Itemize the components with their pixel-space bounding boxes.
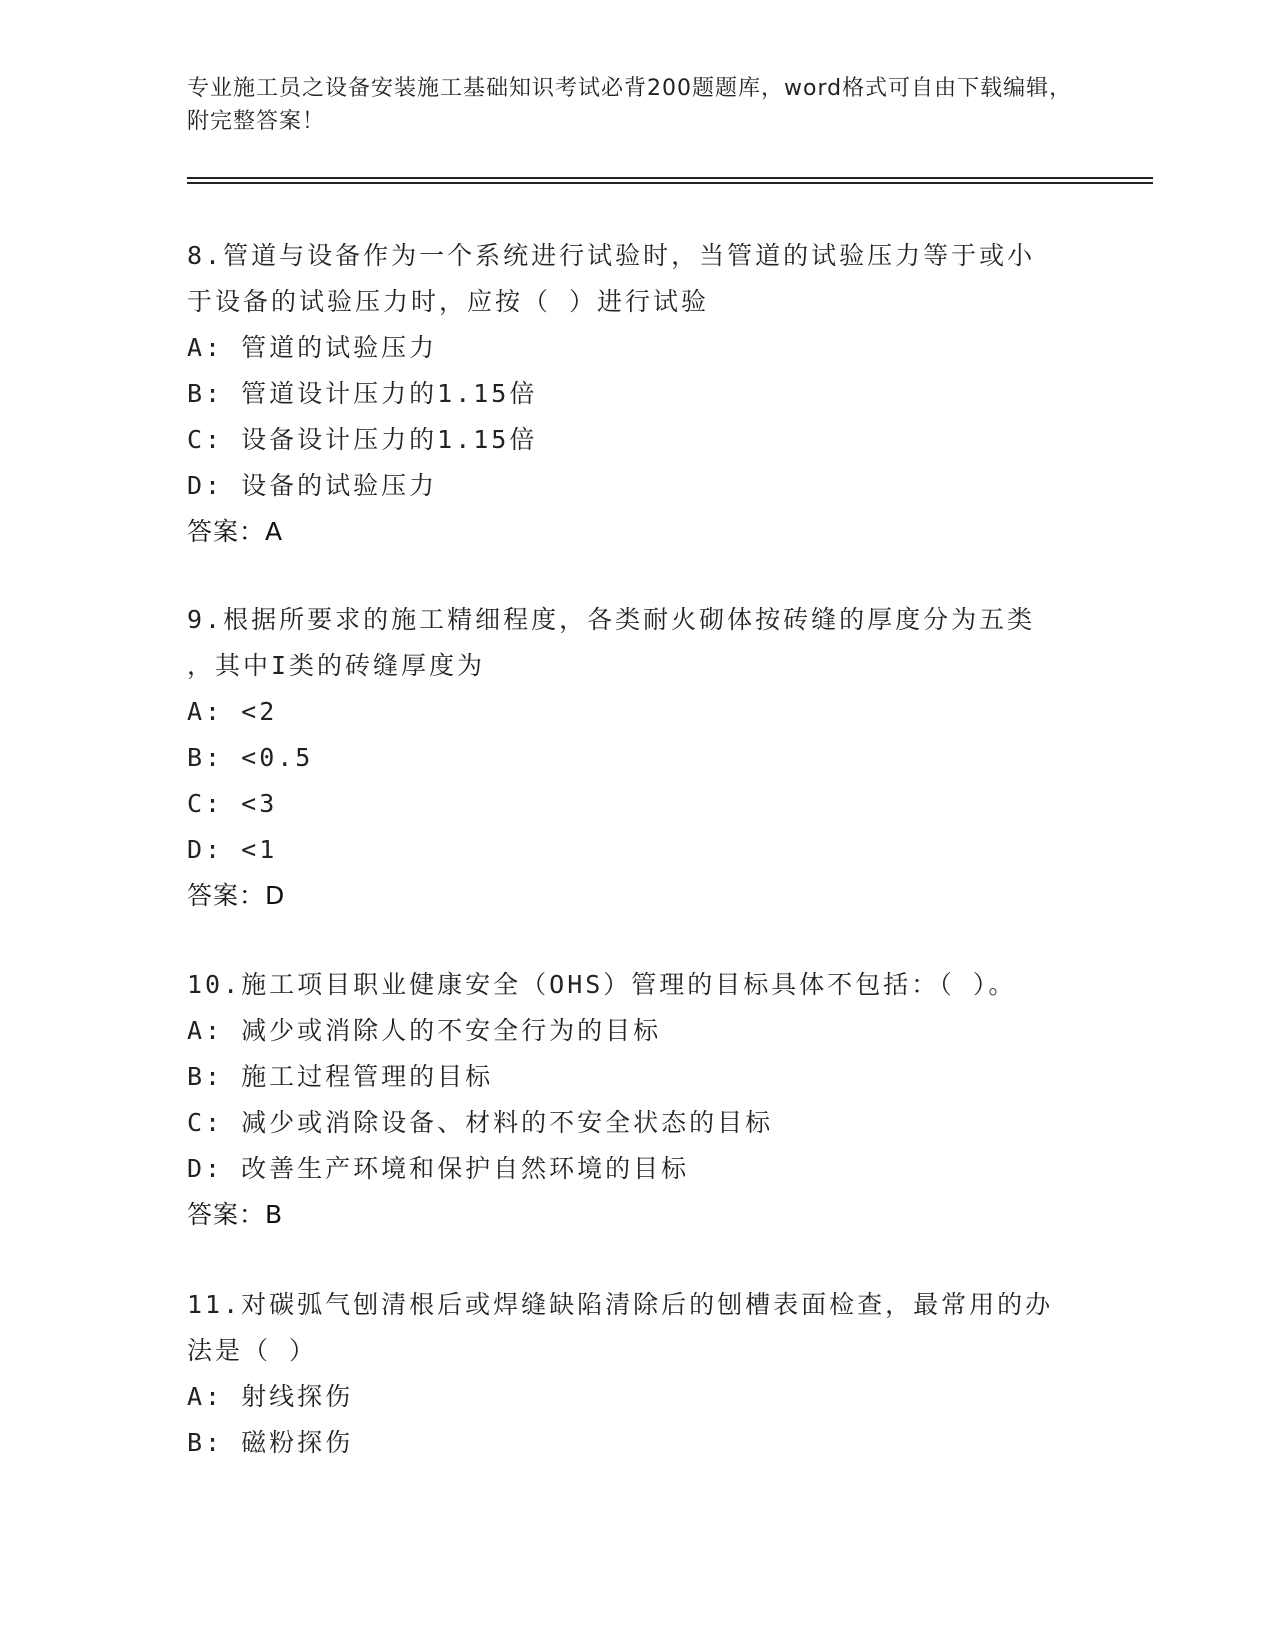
answer-line: 答案：B xyxy=(187,1200,284,1229)
option-b: B: 管道设计压力的1.15倍 xyxy=(187,379,538,408)
question-stem-line: 法是（ ） xyxy=(187,1336,318,1365)
option-b: B: <0.5 xyxy=(187,743,314,772)
question-stem-line: ，其中I类的砖缝厚度为 xyxy=(187,651,486,680)
question-stem-line: 9.根据所要求的施工精细程度，各类耐火砌体按砖缝的厚度分为五类 xyxy=(187,605,1036,634)
question-stem-line: 10.施工项目职业健康安全（OHS）管理的目标具体不包括：（ ）。 xyxy=(187,970,1017,999)
answer-line: 答案：A xyxy=(187,517,284,546)
option-a: A: 射线探伤 xyxy=(187,1382,354,1411)
option-c: C: <3 xyxy=(187,789,278,818)
question-10 xyxy=(187,962,1087,1238)
answer-line: 答案：D xyxy=(187,881,286,910)
question-11 xyxy=(187,1282,1087,1466)
option-a: A: 减少或消除人的不安全行为的目标 xyxy=(187,1016,662,1045)
document-header: 专业施工员之设备安装施工基础知识考试必背200题题库，word格式可自由下载编辑，附完整答案！ xyxy=(187,76,1073,134)
question-stem-line: 11.对碳弧气刨清根后或焊缝缺陷清除后的刨槽表面检查，最常用的办 xyxy=(187,1290,1054,1319)
question-8 xyxy=(187,233,1087,555)
option-a: A: 管道的试验压力 xyxy=(187,333,438,362)
option-b: B: 磁粉探伤 xyxy=(187,1428,354,1457)
header-divider-bottom xyxy=(187,182,1153,184)
option-c: C: 减少或消除设备、材料的不安全状态的目标 xyxy=(187,1108,774,1137)
option-d: D: 设备的试验压力 xyxy=(187,471,438,500)
option-c: C: 设备设计压力的1.15倍 xyxy=(187,425,538,454)
option-d: D: 改善生产环境和保护自然环境的目标 xyxy=(187,1154,690,1183)
option-d: D: <1 xyxy=(187,835,278,864)
question-stem-line: 于设备的试验压力时，应按（ ）进行试验 xyxy=(187,287,710,316)
option-b: B: 施工过程管理的目标 xyxy=(187,1062,494,1091)
question-9 xyxy=(187,597,1087,919)
question-stem-line: 8.管道与设备作为一个系统进行试验时，当管道的试验压力等于或小 xyxy=(187,241,1036,270)
option-a: A: <2 xyxy=(187,697,278,726)
header-divider-top xyxy=(187,177,1153,179)
